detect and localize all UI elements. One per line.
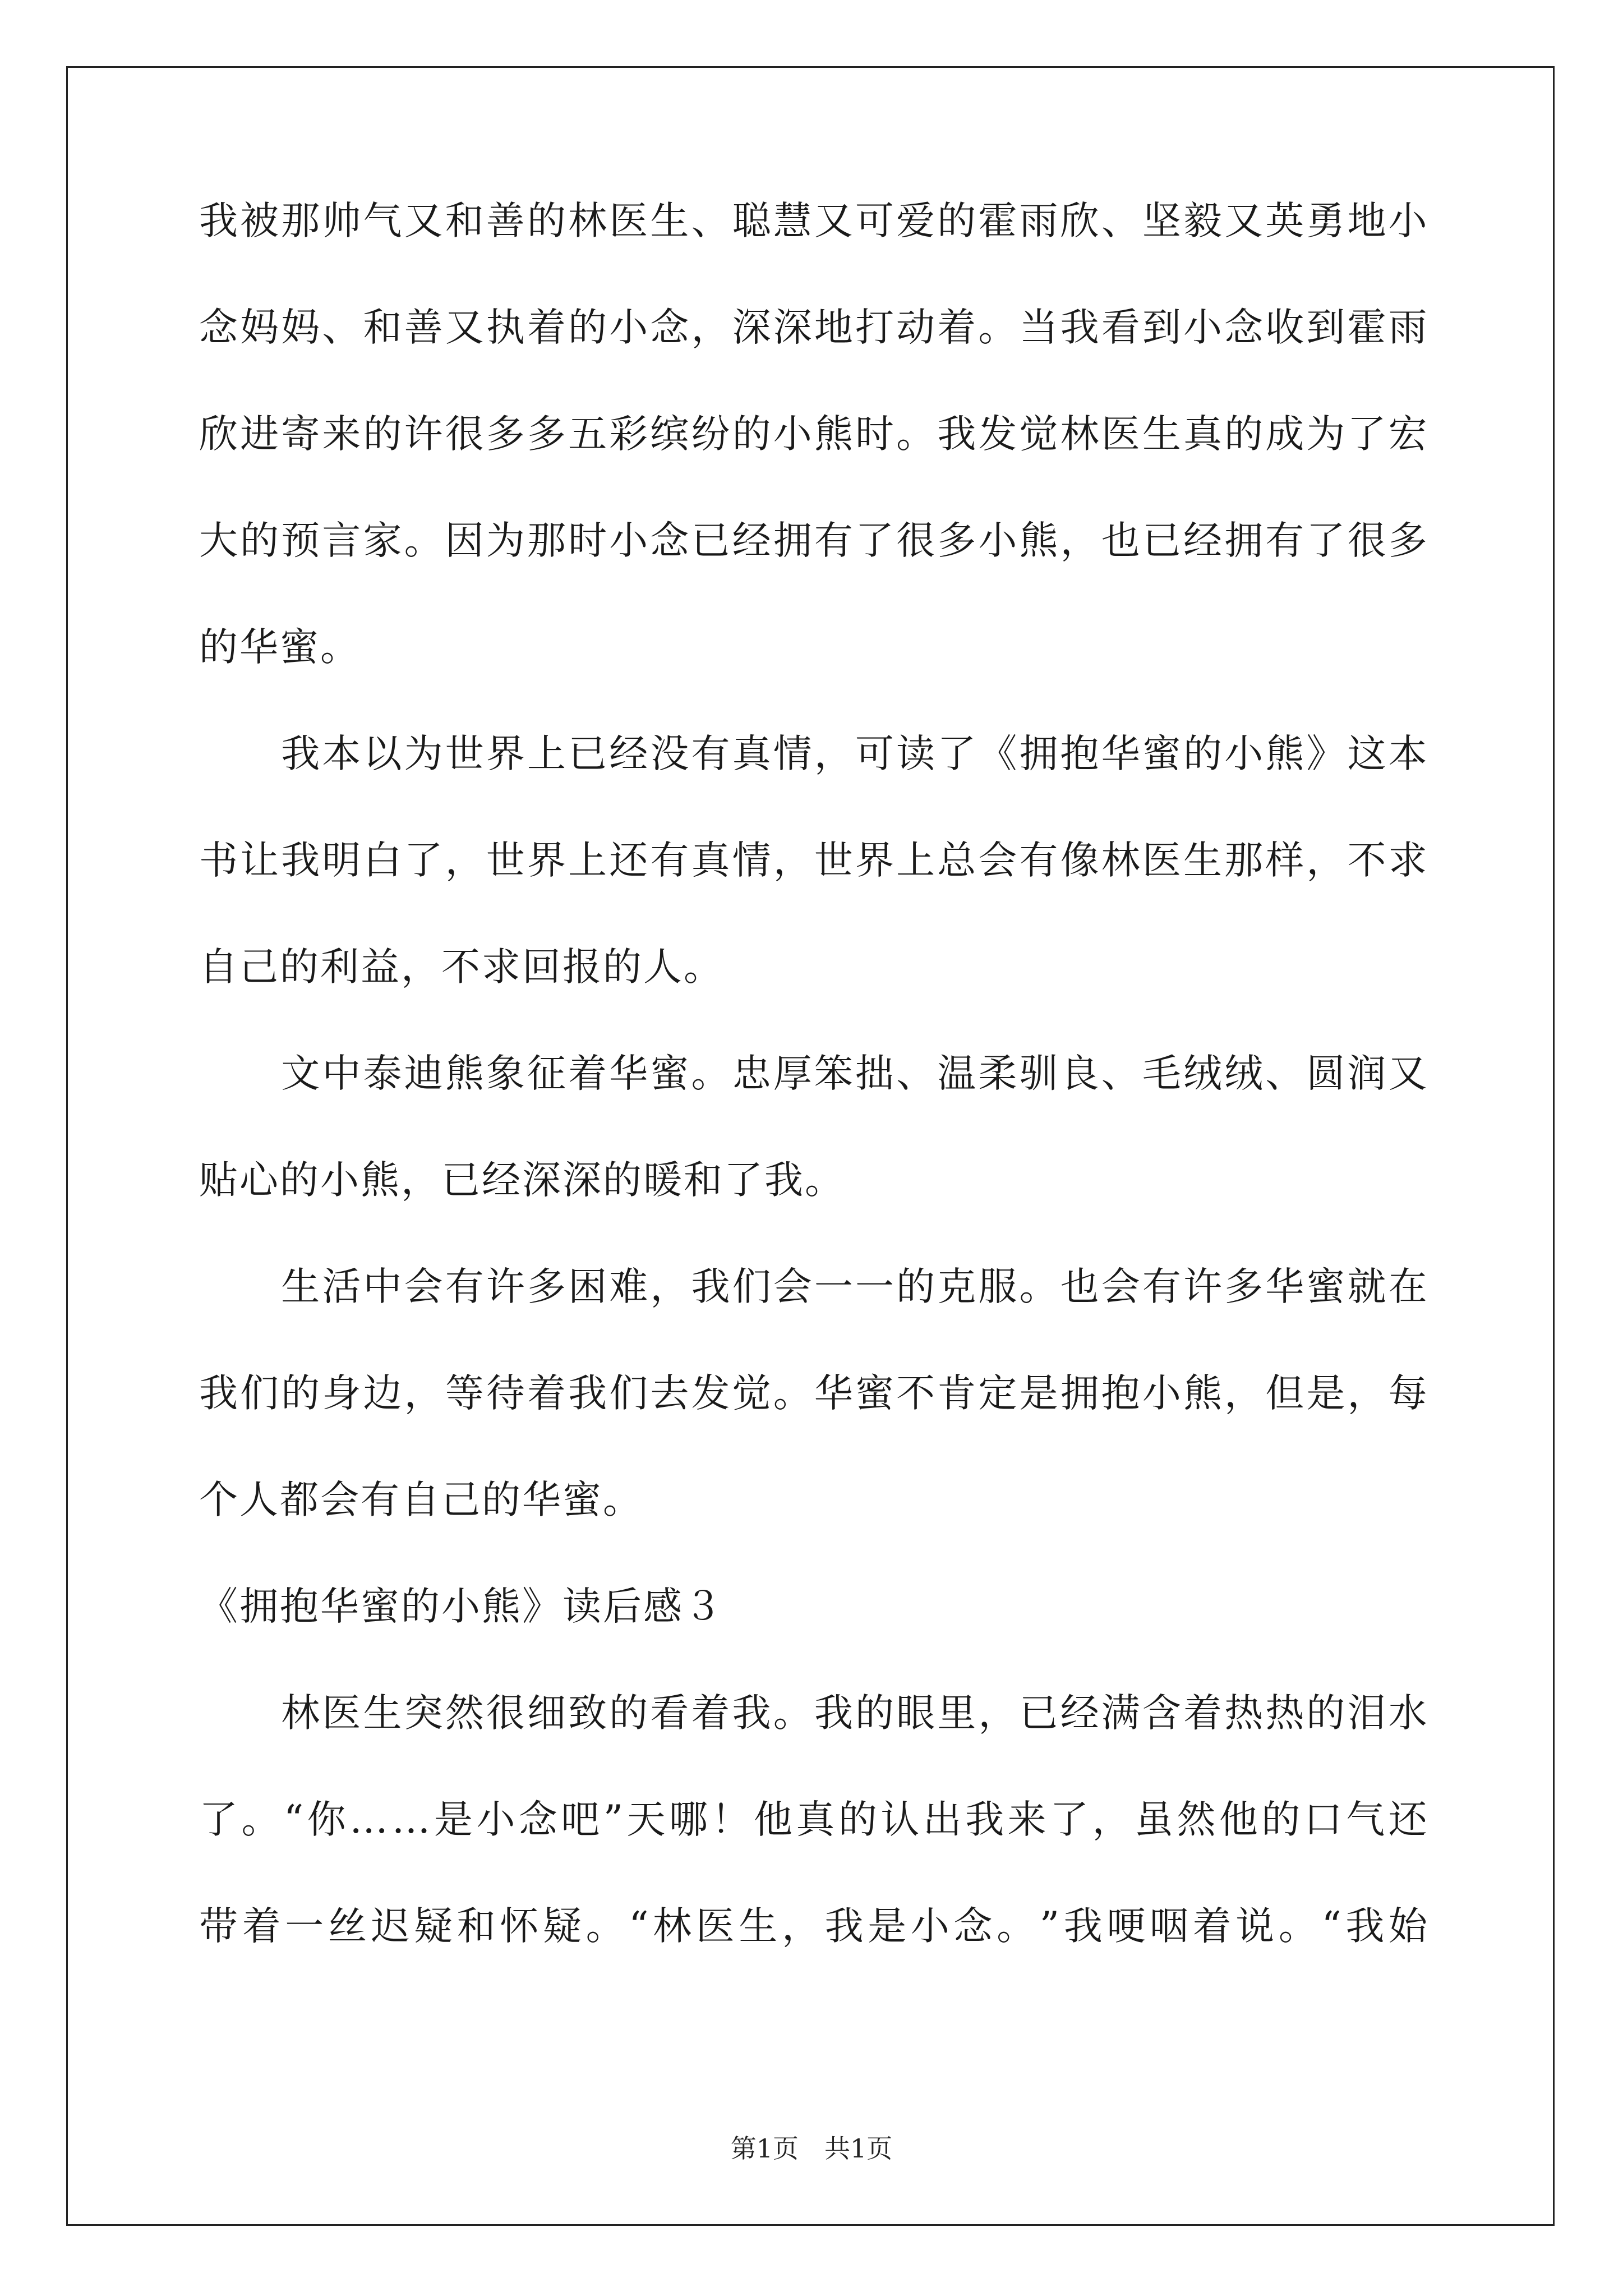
- text-line: 了 。 “ 你 … … 是 小 念 吧 ” 天 哪 ！ 他 真 的 认 出 我 来 了 ， 虽 然 他 的 口 气 还: [199, 1797, 1427, 1842]
- paragraph-first-line: 我 本 以 为 世 界 上 已 经 没 有 真 情 ， 可 读 了 《 拥 抱 华 蜜 的 小 熊 》 这 本: [281, 731, 1427, 776]
- paragraph-first-line: 生 活 中 会 有 许 多 困 难 ， 我 们 会 一 一 的 克 服 。 也 会 有 许 多 华 蜜 就 在: [281, 1264, 1427, 1309]
- text-line: 欣 进 寄 来 的 许 很 多 多 五 彩 缤 纷 的 小 熊 时 。 我 发 觉 林 医 生 真 的 成 为 了 宏: [199, 412, 1427, 457]
- text-line: 书 让 我 明 白 了 ， 世 界 上 还 有 真 情 ， 世 界 上 总 会 有 像 林 医 生 那 样 ， 不 求: [199, 838, 1427, 883]
- text-line: 我 们 的 身 边 ， 等 待 着 我 们 去 发 觉 。 华 蜜 不 肯 定 是 拥 抱 小 熊 ， 但 是 ， 每: [199, 1371, 1427, 1416]
- text-line: 大 的 预 言 家 。 因 为 那 时 小 念 已 经 拥 有 了 很 多 小 熊 ， 也 已 经 拥 有 了 很 多: [199, 518, 1427, 563]
- text-line: 我 被 那 帅 气 又 和 善 的 林 医 生 、 聪 慧 又 可 爱 的 霍 雨 欣 、 坚 毅 又 英 勇 地 小: [199, 199, 1427, 243]
- page-footer: 第1页 共1页: [730, 2133, 893, 2164]
- text-line: 带 着 一 丝 迟 疑 和 怀 疑 。 “ 林 医 生 ， 我 是 小 念 。 ” 我 哽 咽 着 说 。 “ 我 始: [199, 1904, 1427, 1949]
- page-border: [66, 66, 1555, 2226]
- paragraph-first-line: 林 医 生 突 然 很 细 致 的 看 着 我 。 我 的 眼 里 ， 已 经 满 含 着 热 热 的 泪 水: [281, 1691, 1427, 1736]
- text-line: 贴心的小熊，已经深深的暖和了我。: [199, 1158, 845, 1203]
- section-heading: 《拥抱华蜜的小熊》读后感３: [199, 1584, 724, 1629]
- text-line: 个人都会有自己的华蜜。: [199, 1478, 643, 1522]
- paragraph-first-line: 文 中 泰 迪 熊 象 征 着 华 蜜 。 忠 厚 笨 拙 、 温 柔 驯 良 、 毛 绒 绒 、 圆 润 又: [281, 1051, 1427, 1096]
- text-line: 自己的利益，不求回报的人。: [199, 945, 724, 990]
- text-line: 的华蜜。: [199, 625, 361, 670]
- text-line: 念 妈 妈 、 和 善 又 执 着 的 小 念 ， 深 深 地 打 动 着 。 当 我 看 到 小 念 收 到 霍 雨: [199, 305, 1427, 350]
